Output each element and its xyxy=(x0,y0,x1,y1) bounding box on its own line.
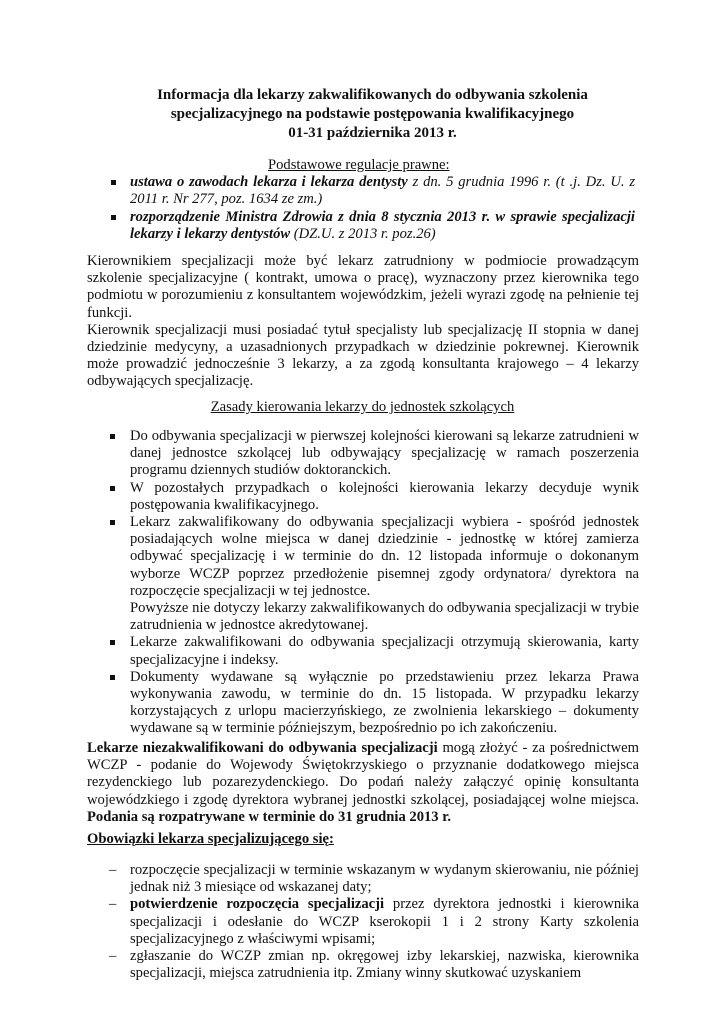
title-line-1: Informacja dla lekarzy zakwalifikowanych do odbywania szkolenia xyxy=(157,87,588,103)
regulation-item: ustawa o zawodach lekarza i lekarza dentysty z dn. 5 grudnia 1996 r. (t .j. Dz. U. z 2011 r. Nr 277, poz. 1634 ze zm.) xyxy=(88,174,635,208)
rule-item: Dokumenty wydawane są wyłącznie po przedstawieniu przez lekarza Prawa wykonywania zawodu, w terminie do dn. 15 listopada. W przypadku lekarzy korzystających z urlopu macierzyńskiego, ze zwolnienia lekarskiego – dokumenty wydawane są w terminie późniejszym, bezpośrednio po ich zakończeniu. xyxy=(88,669,639,738)
regulation-item: rozporządzenie Ministra Zdrowia z dnia 8 stycznia 2013 r. w sprawie specjalizacji lekarzy i lekarzy dentystów (DZ.U. z 2013 r. poz.26) xyxy=(88,209,635,243)
rules-list xyxy=(88,428,639,738)
title-line-3: 01-31 października 2013 r. xyxy=(288,125,457,141)
manager-paragraph-1: Kierownikiem specjalizacji może być lekarz zatrudniony w podmiocie prowadzącym szkolenie specjalizacyjne ( kontrakt, umowa o pracę), wyznaczony przez kierownika tego podmiotu w porozumieniu z konsultantem wojewódzkim, jeżeli wyrazi zgodę na pełnienie tej funkcji. xyxy=(87,253,639,321)
unqualified-lead: Lekarze niezakwalifikowani do odbywania specjalizacji xyxy=(87,740,438,756)
deadline-note: Podania są rozpatrywane w terminie do 31 grudnia 2013 r. xyxy=(87,808,452,825)
duties-heading: Obowiązki lekarza specjalizującego się: xyxy=(87,831,334,847)
regulations-heading: Podstawowe regulacje prawne: xyxy=(268,157,450,173)
title-line-2: specjalizacyjnego na podstawie postępowania kwalifikacyjnego xyxy=(170,106,575,122)
regulations-section xyxy=(90,157,635,243)
rule-item: Lekarz zakwalifikowany do odbywania specjalizacji wybiera - spośród jednostek posiadających wolne miejsca w danej dziedzinie - jednostkę w której zamierza odbywać specjalizację i w terminie do dn. 12 listopada informuje o dokonanym wyborze WCZP poprzez przedłożenie pisemnej zgody ordynatora/ dyrektora na rozpoczęcie specjalizacji w tej jednostce. Powyższe nie dotyczy lekarzy zakwalifikowanych do odbywania specjalizacji w trybie zatrudnienia w jednostce akredytowanej. xyxy=(88,514,639,634)
duty-item: – rozpoczęcie specjalizacji w terminie wskazanym w wydanym skierowaniu, nie później jednak niż 3 miesiące od wskazanej daty; xyxy=(88,862,639,896)
duty-item: – potwierdzenie rozpoczęcia specjalizacji przez dyrektora jednostki i kierownika specjalizacji i odesłanie do WCZP kserokopii 1 i 2 strony Karty szkolenia specjalizacyjnego z właściwymi wpisami; xyxy=(88,896,639,948)
document-title xyxy=(80,86,665,143)
regulations-list xyxy=(88,174,635,243)
manager-paragraph-2: Kierownik specjalizacji musi posiadać tytuł specjalisty lub specjalizację II stopnia w danej dziedzinie medycyny, a uzasadnionych przypadkach w dziedzinie pokrewnej. Kierownik może prowadzić jednocześnie 3 lekarzy, a za zgodą konsultanta krajowego – 4 lekarzy odbywających specjalizację. xyxy=(87,321,639,390)
rules-heading: Zasady kierowania lekarzy do jednostek szkolących xyxy=(210,399,515,415)
unqualified-paragraph: Lekarze niezakwalifikowani do odbywania specjalizacji mogą złożyć - za pośrednictwem WCZP - podanie do Wojewody Świętokrzyskiego o przyznanie dodatkowego miejsca rezydenckiego lub pozarezydenckiego. Do podań należy załączyć opinię konsultanta wojewódzkiego i zgodę dyrektora wybranej jednostki szkolącej, posiadającej wolne miejsca. Podania są rozpatrywane w terminie do 31 grudnia 2013 r. xyxy=(87,740,640,825)
rule-item: Lekarze zakwalifikowani do odbywania specjalizacji otrzymują skierowania, karty specjalizacyjne i indeksy. xyxy=(88,634,639,668)
duties-section xyxy=(88,862,639,982)
rules-section xyxy=(88,428,639,738)
duty-item: – zgłaszanie do WCZP zmian np. okręgowej izby lekarskiej, nazwiska, kierownika specjalizacji, miejsca zatrudnienia itp. Zmiany winny skutkować uzyskaniem xyxy=(88,948,639,982)
duties-list xyxy=(88,862,639,982)
manager-section xyxy=(87,253,639,391)
rule-item-note: Powyższe nie dotyczy lekarzy zakwalifikowanych do odbywania specjalizacji w trybie zatrudnienia w jednostce akredytowanej. xyxy=(130,600,639,634)
rule-item: Do odbywania specjalizacji w pierwszej kolejności kierowani są lekarze zatrudnieni w danej jednostce szkolącej lub odbywający specjalizację w ramach poszerzenia programu dziennych studiów doktoranckich. xyxy=(88,428,639,480)
rule-item: W pozostałych przypadkach o kolejności kierowania lekarzy decyduje wynik postępowania kwalifikacyjnego. xyxy=(88,480,639,514)
